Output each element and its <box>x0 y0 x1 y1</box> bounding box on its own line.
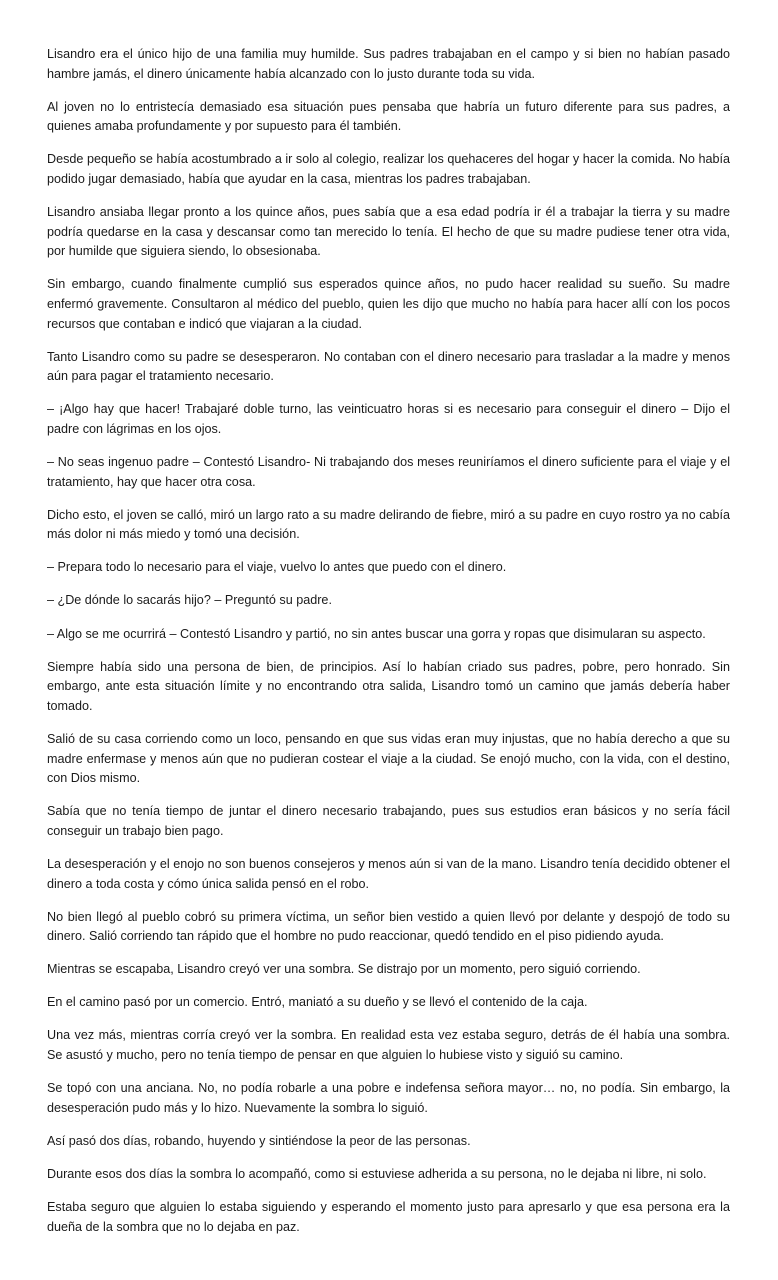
paragraph: Mientras se escapaba, Lisandro creyó ver una sombra. Se distrajo por un momento, pero siguió corriendo. <box>47 962 641 977</box>
paragraph: Al joven no lo entristecía demasiado esa situación pues pensaba que habría un futuro diferente para sus padres, a quienes amaba profundamente y por supuesto para él también. <box>47 99 730 134</box>
paragraph: Sabía que no tenía tiempo de juntar el dinero necesario trabajando, pues sus estudios eran básicos y no sería fácil conseguir un trabajo bien pago. <box>47 804 730 838</box>
paragraph: Estaba seguro que alguien lo estaba siguiendo y esperando el momento justo para apresarlo y que esa persona era la dueña de la sombra que no lo dejaba en paz. <box>47 1200 730 1234</box>
paragraph: Desde pequeño se había acostumbrado a ir solo al colegio, realizar los quehaceres del hogar y hacer la comida. No había podido jugar demasiado, había que ayudar en la casa, mientras los padres trabajaban. <box>47 152 730 186</box>
paragraph: Dicho esto, el joven se calló, miró un largo rato a su madre delirando de fiebre, miró a su padre en cuyo rostro ya no cabía más dolor ni más miedo y tomó una decisión. <box>47 507 730 542</box>
paragraph: Una vez más, mientras corría creyó ver la sombra. En realidad esta vez estaba seguro, detrás de él había una sombra. Se asustó y mucho, pero no tenía tiempo de pensar en que alguien lo hubiese visto y siguió su camino. <box>47 1028 730 1063</box>
paragraph: Tanto Lisandro como su padre se desesperaron. No contaban con el dinero necesario para trasladar a la madre y menos aún para pagar el tratamiento necesario. <box>47 349 730 384</box>
paragraph: Salió de su casa corriendo como un loco, pensando en que sus vidas eran muy injustas, que no había derecho a que su madre enfermase y menos aún que no pudieran costear el viaje a la ciudad. Se enojó mucho, con la vida, con el destino, con Dios mismo. <box>47 731 730 786</box>
paragraph: En el camino pasó por un comercio. Entró, maniató a su dueño y se llevó el contenido de la caja. <box>47 995 588 1010</box>
paragraph: Siempre había sido una persona de bien, de principios. Así lo habían criado sus padres, pobre, pero honrado. Sin embargo, ante esta situación límite y no encontrando otra salida, Lisandro tomó un camino que jamás debería haber tomado. <box>47 659 730 713</box>
paragraph: Se topó con una anciana. No, no podía robarle a una pobre e indefensa señora mayor… no, no podía. Sin embargo, la desesperación pudo más y lo hizo. Nuevamente la sombra lo siguió. <box>47 1081 730 1115</box>
dialogue-line: – Prepara todo lo necesario para el viaje, vuelvo lo antes que puedo con el dinero. <box>47 560 507 575</box>
paragraph: Lisandro ansiaba llegar pronto a los quince años, pues sabía que a esa edad podría ir él a trabajar la tierra y su madre podría quedarse en la casa y descansar como tan merecido lo tenía. El hecho de que su madre pudiese tener otra vida, por humilde que siguiera siendo, lo obsesionaba. <box>47 205 730 259</box>
dialogue-line: – ¡Algo hay que hacer! Trabajaré doble turno, las veinticuatro horas si es necesario para conseguir el dinero – Dijo el padre con lágrimas en los ojos. <box>47 402 730 436</box>
document-page <box>47 45 730 1251</box>
paragraph: La desesperación y el enojo no son buenos consejeros y menos aún si van de la mano. Lisandro tenía decidido obtener el dinero a toda costa y cómo única salida pensó en el robo. <box>47 856 730 891</box>
paragraph: No bien llegó al pueblo cobró su primera víctima, un señor bien vestido a quien llevó por delante y despojó de todo su dinero. Salió corriendo tan rápido que el hombre no pudo reaccionar, quedó tendido en el piso pidiendo ayuda. <box>47 909 730 944</box>
dialogue-line: – Algo se me ocurrirá – Contestó Lisandro y partió, no sin antes buscar una gorra y ropas que disimularan su aspecto. <box>47 626 706 641</box>
paragraph: Durante esos dos días la sombra lo acompañó, como si estuviese adherida a su persona, no le dejaba ni libre, ni solo. <box>47 1166 707 1181</box>
paragraph: Sin embargo, cuando finalmente cumplió sus esperados quince años, no pudo hacer realidad su sueño. Su madre enfermó gravemente. Consultaron al médico del pueblo, quien les dijo que mucho no había para hacer allí con los pocos recursos que contaban e indicó que viajaran a la ciudad. <box>47 277 730 331</box>
dialogue-line: – ¿De dónde lo sacarás hijo? – Preguntó su padre. <box>47 593 332 608</box>
paragraph: Lisandro era el único hijo de una familia muy humilde. Sus padres trabajaban en el campo y si bien no habían pasado hambre jamás, el dinero únicamente había alcanzado con lo justo durante toda su vida. <box>47 47 730 81</box>
paragraph: Así pasó dos días, robando, huyendo y sintiéndose la peor de las personas. <box>47 1133 471 1148</box>
dialogue-line: – No seas ingenuo padre – Contestó Lisandro- Ni trabajando dos meses reuniríamos el dinero suficiente para el viaje y el tratamiento, hay que hacer otra cosa. <box>47 455 730 489</box>
